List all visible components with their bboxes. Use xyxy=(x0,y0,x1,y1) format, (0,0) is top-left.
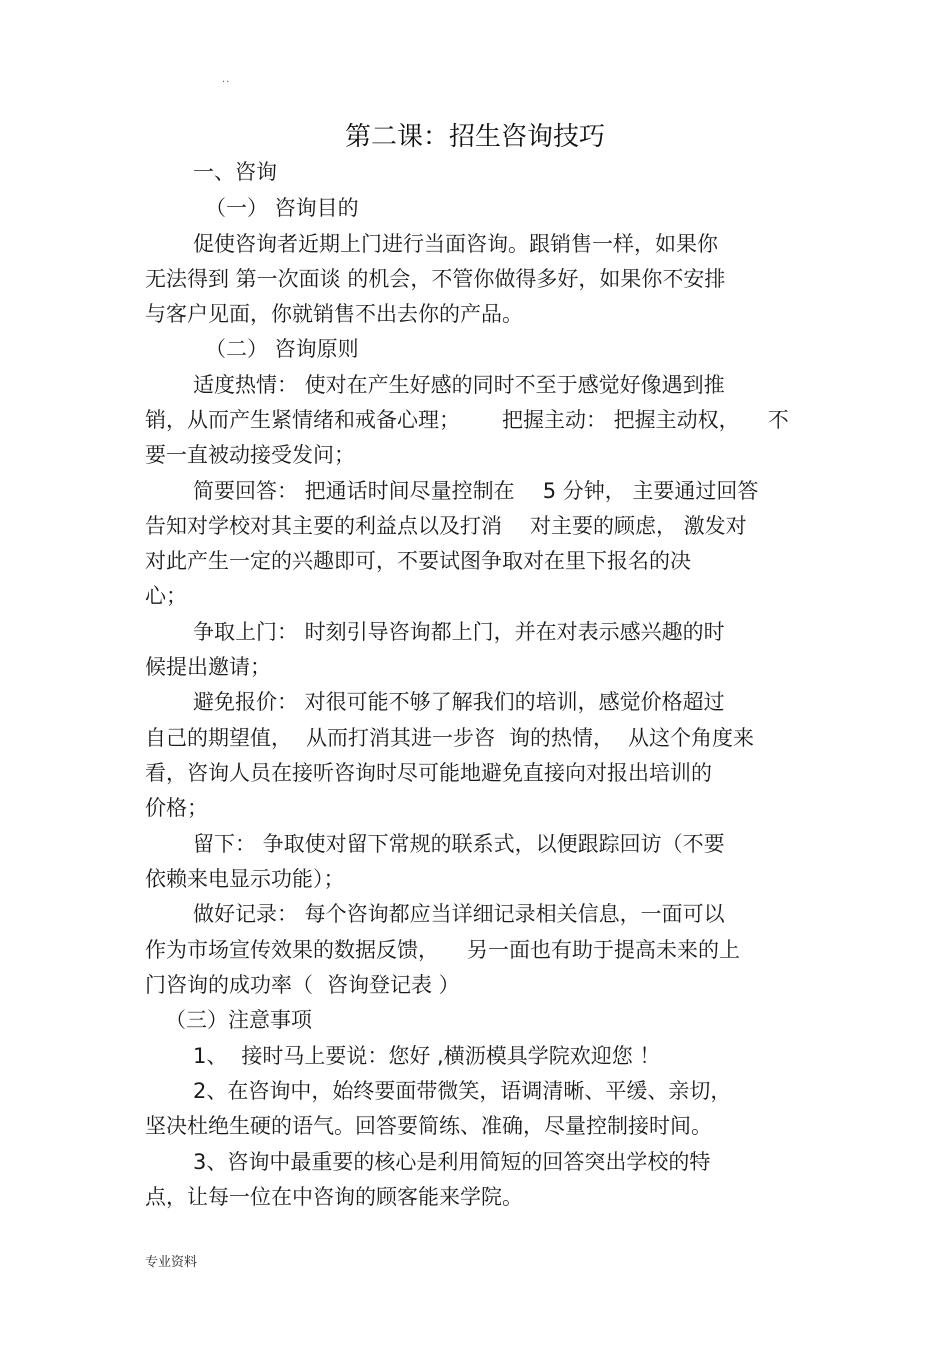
paragraph-line xyxy=(145,724,754,752)
paragraph-line: 候提出邀请； xyxy=(145,655,271,679)
page-footer: 专业资料 xyxy=(145,1255,198,1270)
paragraph-line: 要一直被动接受发问； xyxy=(145,443,355,467)
paragraph-line: 争取上门： 时刻引导咨询都上门，并在对表示感兴趣的时 xyxy=(193,620,725,644)
text-segment: 5 分钟， 主要通过回答 xyxy=(542,479,759,503)
paragraph-line xyxy=(145,971,460,999)
text-segment: 从而打消其进一步咨 xyxy=(306,726,495,750)
subsection-heading-purpose: （一） 咨询目的 xyxy=(205,196,359,220)
text-segment: 告知对学校对其主要的利益点以及打消 xyxy=(145,514,502,538)
list-item-continuation: 点，让每一位在中咨询的顾客能来学院。 xyxy=(145,1185,523,1209)
list-item-number: 1、 xyxy=(193,1044,228,1068)
list-item-text: 接时马上要说：您好 ,横沥模具学院欢迎您 ！ xyxy=(241,1044,661,1068)
text-segment: 简要回答： 把通话时间尽量控制在 xyxy=(193,479,515,503)
paragraph-line: 依赖来电显示功能）； xyxy=(145,867,345,891)
paragraph-line: 做好记录： 每个咨询都应当详细记录相关信息，一面可以 xyxy=(193,902,725,926)
paragraph-line xyxy=(193,477,758,505)
subsection-heading-notes: （三）注意事项 xyxy=(165,1008,312,1032)
paragraph-line: 促使咨询者近期上门进行当面咨询。跟销售一样，如果你 xyxy=(193,232,718,256)
text-segment: 询的热情， xyxy=(509,726,614,750)
paragraph-line xyxy=(145,936,740,964)
text-segment: 对主要的顾虑， 激发对 xyxy=(530,514,747,538)
list-item-continuation: 坚决杜绝生硬的语气。回答要简练、准确，尽量控制接时间。 xyxy=(145,1114,712,1138)
paragraph-line xyxy=(145,406,789,434)
text-segment: 咨询登记表 ） xyxy=(327,973,460,997)
paragraph-line xyxy=(145,512,747,540)
paragraph-line: 对此产生一定的兴趣即可，不要试图争取对在里下报名的决 xyxy=(145,549,691,573)
list-item xyxy=(193,1042,660,1070)
text-segment: 作为市场宣传效果的数据反馈， xyxy=(145,938,439,962)
text-segment: 从这个角度来 xyxy=(628,726,754,750)
page-title: 第二课：招生咨询技巧 xyxy=(344,122,605,152)
text-segment: 自己的期望值， xyxy=(145,726,292,750)
paragraph-line: 留下： 争取使对留下常规的联系式，以便跟踪回访（不要 xyxy=(193,832,725,856)
paragraph-line: 价格； xyxy=(145,796,208,820)
subsection-heading-principles: （二） 咨询原则 xyxy=(205,337,359,361)
paragraph-line: 看，咨询人员在接听咨询时尽可能地避免直接向对报出培训的 xyxy=(145,761,712,785)
text-segment: 另一面也有助于提高未来的上 xyxy=(467,938,740,962)
header-mark: .. xyxy=(222,74,231,85)
text-segment: 门咨询的成功率（ xyxy=(145,973,313,997)
text-segment: 把握主动： 把握主动权， xyxy=(502,408,740,432)
paragraph-line: 心； xyxy=(145,584,187,608)
paragraph-line: 无法得到 第一次面谈 的机会，不管你做得多好，如果你不安排 xyxy=(145,267,726,291)
list-item: 2、在咨询中，始终要面带微笑，语调清晰、平缓、亲切， xyxy=(193,1079,732,1103)
list-item: 3、咨询中最重要的核心是利用简短的回答突出学校的特 xyxy=(193,1150,711,1174)
section-heading-consult: 一、咨询 xyxy=(193,160,277,184)
paragraph-line: 避免报价： 对很可能不够了解我们的培训，感觉价格超过 xyxy=(193,690,725,714)
paragraph-line: 适度热情： 使对在产生好感的同时不至于感觉好像遇到推 xyxy=(193,373,725,397)
paragraph-line: 与客户见面，你就销售不出去你的产品。 xyxy=(145,302,523,326)
text-segment: 不 xyxy=(767,408,789,432)
text-segment: 销，从而产生紧情绪和戒备心理； xyxy=(145,408,460,432)
